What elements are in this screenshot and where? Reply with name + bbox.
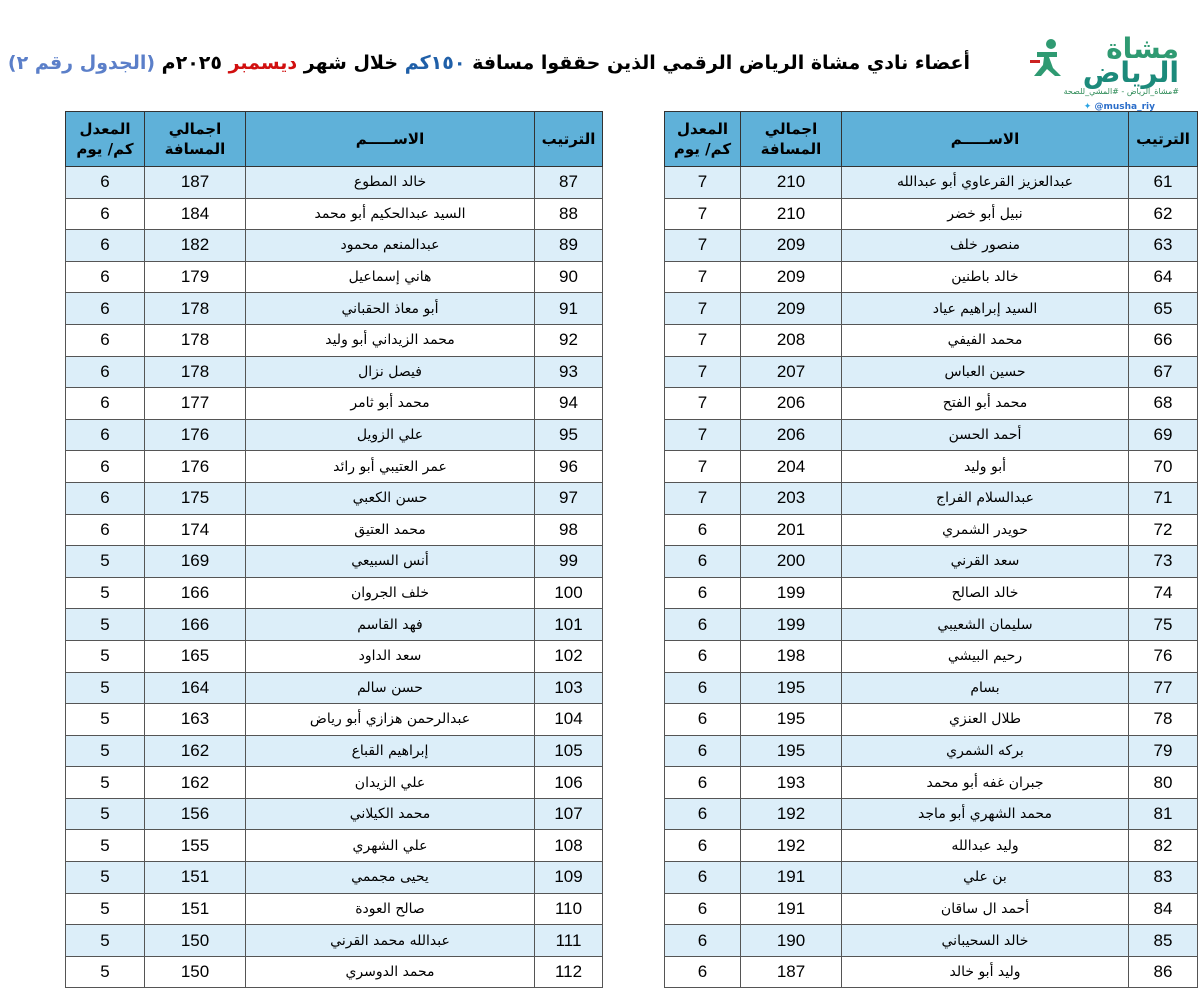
cell-name: سليمان الشعيبي (842, 609, 1129, 641)
cell-rank: 81 (1129, 798, 1198, 830)
cell-rank: 63 (1129, 230, 1198, 262)
cell-distance: 208 (741, 324, 842, 356)
cell-average: 7 (665, 419, 741, 451)
cell-name: عبدالعزيز القرعاوي أبو عبدالله (842, 167, 1129, 199)
cell-distance: 209 (741, 230, 842, 262)
cell-distance: 199 (741, 609, 842, 641)
cell-rank: 104 (535, 704, 603, 736)
cell-distance: 210 (741, 167, 842, 199)
table-row (66, 388, 603, 420)
cell-rank: 65 (1129, 293, 1198, 325)
cell-name: نبيل أبو خضر (842, 198, 1129, 230)
cell-name: أبو معاذ الحقباني (246, 293, 535, 325)
cell-distance: 178 (145, 293, 246, 325)
cell-rank: 76 (1129, 640, 1198, 672)
table-row (665, 577, 1198, 609)
cell-rank: 72 (1129, 514, 1198, 546)
cell-distance: 166 (145, 609, 246, 641)
cell-distance: 176 (145, 419, 246, 451)
cell-rank: 96 (535, 451, 603, 483)
table-row (665, 198, 1198, 230)
cell-name: عبدالمنعم محمود (246, 230, 535, 262)
cell-distance: 162 (145, 735, 246, 767)
table-row (665, 798, 1198, 830)
cell-rank: 79 (1129, 735, 1198, 767)
table-row (66, 230, 603, 262)
table-row (665, 546, 1198, 578)
cell-name: خالد السحيباني (842, 925, 1129, 957)
cell-distance: 206 (741, 388, 842, 420)
cell-name: محمد أبو ثامر (246, 388, 535, 420)
cell-name: حويدر الشمري (842, 514, 1129, 546)
cell-rank: 74 (1129, 577, 1198, 609)
table-row (665, 514, 1198, 546)
table-row (66, 167, 603, 199)
table-row (665, 672, 1198, 704)
cell-average: 7 (665, 388, 741, 420)
cell-rank: 111 (535, 925, 603, 957)
table-row (66, 356, 603, 388)
cell-rank: 106 (535, 767, 603, 799)
cell-average: 7 (665, 356, 741, 388)
cell-rank: 112 (535, 956, 603, 988)
column-header-rank: الترتيب (1129, 112, 1198, 167)
column-header-distance: اجمالي المسافة (145, 112, 246, 167)
cell-distance: 209 (741, 261, 842, 293)
cell-name: أبو وليد (842, 451, 1129, 483)
cell-name: وليد أبو خالد (842, 956, 1129, 988)
table-row (66, 672, 603, 704)
cell-rank: 110 (535, 893, 603, 925)
cell-average: 5 (66, 956, 145, 988)
cell-average: 7 (665, 293, 741, 325)
cell-average: 6 (665, 640, 741, 672)
cell-distance: 200 (741, 546, 842, 578)
table-row (665, 640, 1198, 672)
column-header-average: المعدل كم/ يوم (66, 112, 145, 167)
cell-rank: 103 (535, 672, 603, 704)
cell-rank: 83 (1129, 862, 1198, 894)
table-row (665, 167, 1198, 199)
table-row (66, 767, 603, 799)
table-row (665, 230, 1198, 262)
cell-average: 7 (665, 167, 741, 199)
cell-distance: 195 (741, 735, 842, 767)
cell-average: 7 (665, 324, 741, 356)
cell-distance: 190 (741, 925, 842, 957)
cell-rank: 89 (535, 230, 603, 262)
title-main: أعضاء نادي مشاة الرياض الرقمي الذين حققوا مسافة (472, 52, 970, 74)
table-row (66, 704, 603, 736)
cell-name: رحيم البيشي (842, 640, 1129, 672)
table-body-right (665, 167, 1198, 988)
cell-name: علي الزويل (246, 419, 535, 451)
cell-distance: 174 (145, 514, 246, 546)
cell-name: فهد القاسم (246, 609, 535, 641)
cell-distance: 169 (145, 546, 246, 578)
cell-distance: 178 (145, 356, 246, 388)
cell-name: صالح العودة (246, 893, 535, 925)
cell-rank: 85 (1129, 925, 1198, 957)
cell-name: طلال العنزي (842, 704, 1129, 736)
cell-name: محمد الكيلاني (246, 798, 535, 830)
table-row (66, 419, 603, 451)
cell-rank: 70 (1129, 451, 1198, 483)
logo-tagline: #مشاة_الرياض - #المشي_للصحة (1063, 87, 1179, 96)
table-row (665, 956, 1198, 988)
title-mid: خلال شهر (303, 52, 399, 74)
title-distance: ١٥٠كم (404, 52, 466, 74)
cell-average: 6 (665, 767, 741, 799)
cell-name: محمد أبو الفتح (842, 388, 1129, 420)
cell-rank: 84 (1129, 893, 1198, 925)
cell-distance: 184 (145, 198, 246, 230)
cell-average: 5 (66, 735, 145, 767)
table-row (66, 956, 603, 988)
cell-average: 6 (665, 893, 741, 925)
cell-name: إبراهيم القباع (246, 735, 535, 767)
walker-icon (1027, 38, 1067, 78)
cell-name: محمد الزيداني أبو وليد (246, 324, 535, 356)
cell-average: 6 (66, 451, 145, 483)
cell-distance: 187 (145, 167, 246, 199)
table-row (66, 451, 603, 483)
table-row (665, 388, 1198, 420)
twitter-icon: ✦ (1083, 102, 1092, 112)
table-row (665, 451, 1198, 483)
page-header (0, 0, 1200, 112)
ranking-table-right (664, 111, 1198, 988)
cell-average: 6 (66, 293, 145, 325)
cell-rank: 92 (535, 324, 603, 356)
cell-average: 6 (665, 925, 741, 957)
cell-rank: 71 (1129, 482, 1198, 514)
cell-distance: 177 (145, 388, 246, 420)
table-row (665, 767, 1198, 799)
cell-rank: 109 (535, 862, 603, 894)
cell-distance: 203 (741, 482, 842, 514)
cell-rank: 75 (1129, 609, 1198, 641)
cell-name: محمد الدوسري (246, 956, 535, 988)
cell-average: 6 (665, 862, 741, 894)
cell-distance: 151 (145, 893, 246, 925)
table-row (665, 925, 1198, 957)
cell-rank: 61 (1129, 167, 1198, 199)
column-header-rank: الترتيب (535, 112, 603, 167)
cell-average: 5 (66, 672, 145, 704)
cell-average: 5 (66, 577, 145, 609)
cell-rank: 78 (1129, 704, 1198, 736)
table-row (665, 324, 1198, 356)
cell-name: محمد الفيفي (842, 324, 1129, 356)
cell-rank: 93 (535, 356, 603, 388)
cell-rank: 99 (535, 546, 603, 578)
cell-distance: 191 (741, 862, 842, 894)
table-row (66, 198, 603, 230)
cell-rank: 82 (1129, 830, 1198, 862)
cell-name: عبدالسلام الفراج (842, 482, 1129, 514)
cell-average: 6 (66, 356, 145, 388)
table-row (66, 925, 603, 957)
cell-rank: 87 (535, 167, 603, 199)
cell-rank: 66 (1129, 324, 1198, 356)
cell-average: 6 (665, 546, 741, 578)
table-row (66, 546, 603, 578)
cell-name: عبدالله محمد القرني (246, 925, 535, 957)
table-row (66, 514, 603, 546)
cell-rank: 69 (1129, 419, 1198, 451)
cell-name: جبران غفه أبو محمد (842, 767, 1129, 799)
cell-distance: 176 (145, 451, 246, 483)
cell-distance: 199 (741, 577, 842, 609)
cell-name: وليد عبدالله (842, 830, 1129, 862)
cell-distance: 165 (145, 640, 246, 672)
cell-average: 7 (665, 482, 741, 514)
cell-average: 6 (66, 388, 145, 420)
cell-average: 6 (66, 230, 145, 262)
cell-distance: 193 (741, 767, 842, 799)
logo-line-2: الرياض (1082, 56, 1179, 89)
table-row (66, 640, 603, 672)
cell-name: بركه الشمري (842, 735, 1129, 767)
cell-distance: 179 (145, 261, 246, 293)
cell-average: 7 (665, 230, 741, 262)
cell-name: حسن الكعبي (246, 482, 535, 514)
cell-average: 6 (66, 324, 145, 356)
cell-average: 6 (66, 198, 145, 230)
table-row (66, 293, 603, 325)
cell-name: بسام (842, 672, 1129, 704)
table-row (66, 830, 603, 862)
cell-name: علي الزيدان (246, 767, 535, 799)
table-row (66, 609, 603, 641)
cell-name: خالد باطنين (842, 261, 1129, 293)
table-row (665, 893, 1198, 925)
column-header-name: الاســـــم (842, 112, 1129, 167)
cell-name: فيصل نزال (246, 356, 535, 388)
logo-handle-text: @musha_riy (1094, 102, 1155, 112)
cell-name: السيد إبراهيم عياد (842, 293, 1129, 325)
cell-distance: 195 (741, 672, 842, 704)
cell-distance: 164 (145, 672, 246, 704)
cell-average: 6 (665, 956, 741, 988)
cell-rank: 73 (1129, 546, 1198, 578)
cell-name: محمد العتيق (246, 514, 535, 546)
table-row (66, 735, 603, 767)
ranking-table-left (65, 111, 603, 988)
table-row (665, 862, 1198, 894)
cell-name: خالد الصالح (842, 577, 1129, 609)
cell-distance: 151 (145, 862, 246, 894)
column-header-average: المعدل كم/ يوم (665, 112, 741, 167)
cell-distance: 195 (741, 704, 842, 736)
table-row (665, 293, 1198, 325)
cell-name: سعد القرني (842, 546, 1129, 578)
cell-rank: 64 (1129, 261, 1198, 293)
cell-rank: 105 (535, 735, 603, 767)
cell-rank: 94 (535, 388, 603, 420)
cell-rank: 101 (535, 609, 603, 641)
cell-average: 6 (665, 798, 741, 830)
cell-rank: 95 (535, 419, 603, 451)
table-row (665, 482, 1198, 514)
cell-distance: 209 (741, 293, 842, 325)
cell-rank: 100 (535, 577, 603, 609)
cell-distance: 192 (741, 830, 842, 862)
cell-distance: 207 (741, 356, 842, 388)
cell-distance: 201 (741, 514, 842, 546)
cell-distance: 191 (741, 893, 842, 925)
table-row (66, 261, 603, 293)
cell-rank: 68 (1129, 388, 1198, 420)
cell-average: 6 (665, 577, 741, 609)
cell-average: 5 (66, 862, 145, 894)
table-row (665, 735, 1198, 767)
cell-rank: 88 (535, 198, 603, 230)
table-row (665, 609, 1198, 641)
cell-distance: 155 (145, 830, 246, 862)
cell-average: 5 (66, 893, 145, 925)
cell-average: 5 (66, 798, 145, 830)
table-row (665, 704, 1198, 736)
cell-distance: 187 (741, 956, 842, 988)
cell-distance: 206 (741, 419, 842, 451)
cell-distance: 175 (145, 482, 246, 514)
table-row (66, 577, 603, 609)
cell-average: 5 (66, 640, 145, 672)
cell-average: 5 (66, 704, 145, 736)
cell-average: 6 (665, 672, 741, 704)
cell-average: 7 (665, 198, 741, 230)
table-row (665, 261, 1198, 293)
cell-average: 5 (66, 925, 145, 957)
table-row (66, 798, 603, 830)
cell-rank: 98 (535, 514, 603, 546)
title-month: ديسمبر (228, 52, 298, 74)
cell-average: 6 (66, 261, 145, 293)
table-row (665, 356, 1198, 388)
cell-rank: 77 (1129, 672, 1198, 704)
cell-average: 7 (665, 261, 741, 293)
table-body-left (66, 167, 603, 988)
title-year: ٢٠٢٥م (161, 52, 222, 74)
cell-average: 6 (665, 609, 741, 641)
cell-average: 6 (665, 735, 741, 767)
cell-rank: 62 (1129, 198, 1198, 230)
cell-rank: 108 (535, 830, 603, 862)
cell-name: بن علي (842, 862, 1129, 894)
cell-rank: 86 (1129, 956, 1198, 988)
cell-average: 5 (66, 609, 145, 641)
column-header-name: الاســـــم (246, 112, 535, 167)
cell-name: حسين العباس (842, 356, 1129, 388)
cell-average: 6 (66, 482, 145, 514)
table-row (66, 893, 603, 925)
logo-line-1: مشاة (1106, 32, 1179, 65)
table-header-row (66, 112, 603, 167)
cell-name: منصور خلف (842, 230, 1129, 262)
cell-average: 6 (66, 514, 145, 546)
page-title (7, 52, 970, 86)
cell-rank: 107 (535, 798, 603, 830)
cell-distance: 204 (741, 451, 842, 483)
cell-rank: 67 (1129, 356, 1198, 388)
table-row (665, 419, 1198, 451)
cell-distance: 150 (145, 956, 246, 988)
cell-name: يحيى مجممي (246, 862, 535, 894)
column-header-distance: اجمالي المسافة (741, 112, 842, 167)
cell-average: 5 (66, 830, 145, 862)
cell-distance: 192 (741, 798, 842, 830)
cell-average: 6 (665, 704, 741, 736)
cell-name: عبدالرحمن هزازي أبو رياض (246, 704, 535, 736)
cell-distance: 162 (145, 767, 246, 799)
table-row (66, 482, 603, 514)
cell-distance: 182 (145, 230, 246, 262)
table-row (665, 830, 1198, 862)
cell-distance: 163 (145, 704, 246, 736)
cell-name: السيد عبدالحكيم أبو محمد (246, 198, 535, 230)
cell-name: محمد الشهري أبو ماجد (842, 798, 1129, 830)
cell-distance: 156 (145, 798, 246, 830)
cell-rank: 102 (535, 640, 603, 672)
cell-rank: 80 (1129, 767, 1198, 799)
cell-average: 7 (665, 451, 741, 483)
cell-name: حسن سالم (246, 672, 535, 704)
table-header-row (665, 112, 1198, 167)
cell-rank: 90 (535, 261, 603, 293)
cell-name: أحمد ال ساقان (842, 893, 1129, 925)
cell-name: هاني إسماعيل (246, 261, 535, 293)
cell-name: خلف الجروان (246, 577, 535, 609)
title-table-number: (الجدول رقم ٢) (7, 52, 156, 74)
cell-distance: 210 (741, 198, 842, 230)
table-row (66, 862, 603, 894)
table-row (66, 324, 603, 356)
cell-average: 6 (665, 830, 741, 862)
cell-name: أحمد الحسن (842, 419, 1129, 451)
cell-average: 5 (66, 767, 145, 799)
cell-distance: 150 (145, 925, 246, 957)
cell-average: 6 (66, 419, 145, 451)
cell-name: عمر العتيبي أبو رائد (246, 451, 535, 483)
cell-name: أنس السبيعي (246, 546, 535, 578)
cell-name: خالد المطوع (246, 167, 535, 199)
cell-average: 5 (66, 546, 145, 578)
cell-name: علي الشهري (246, 830, 535, 862)
cell-rank: 97 (535, 482, 603, 514)
cell-average: 6 (66, 167, 145, 199)
cell-average: 6 (665, 514, 741, 546)
cell-distance: 198 (741, 640, 842, 672)
cell-distance: 178 (145, 324, 246, 356)
cell-name: سعد الداود (246, 640, 535, 672)
cell-rank: 91 (535, 293, 603, 325)
cell-distance: 166 (145, 577, 246, 609)
club-logo (1015, 30, 1185, 112)
